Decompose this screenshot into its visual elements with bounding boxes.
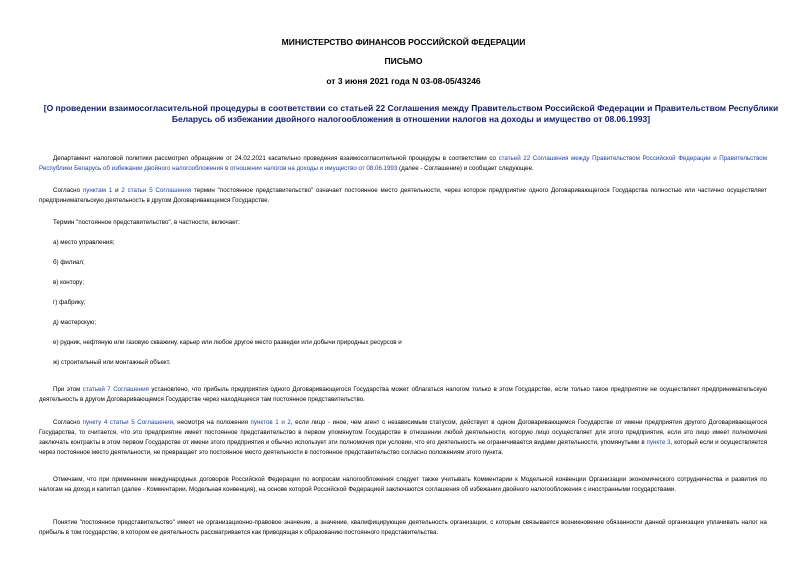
subject-agreement-link[interactable]: статьей 22 Соглашения между Правительством Российской Федерации и Правительством Республики Беларусь об избежании двойного налогообложения в отношении налогов на доходы и имущество от 08.06.1993 [171,103,779,124]
paragraph-12-point-3-link[interactable]: пункте 3 [646,439,671,446]
paragraph-12 [39,418,767,458]
doc-type-heading: ПИСЬМО [384,56,423,66]
paragraph-12-points-1-2-link[interactable]: пунктов 1 и 2 [250,419,291,426]
paragraph-11-text-a: При этом [53,386,83,393]
paragraph-2 [39,186,767,206]
paragraph-12-text-c: , если лицо - иное, чем агент с независимым статусом, действует в одном Договаривающемся Государстве от имени предприятия другого Договаривающегося Государства, то считается, что это предприятие имеет постоянное представительство в первом упомянутом Государстве в отношении любой деятельности, которую лицо осуществляет для этого предприятия, если это лицо имеет полномочия заключать контракты в этом первом Государстве от имени этого предприятия и обычно использует эти полномочия при условии, что его деятельность не ограничивается видами деятельности, упомянутыми в [39,419,767,446]
list-item-a: а) место управления; [53,239,115,246]
paragraph-3: Термин "постоянное представительство", в частности, включает: [53,219,240,226]
list-item-b: б) филиал; [53,259,85,266]
paragraph-12-text-b: , несмотря на положения [172,419,251,426]
paragraph-11-text-b: установлено, что прибыль предприятия одного Договаривающегося Государства может облагаться налогом только в этом Государстве, если только такое предприятие не осуществляет предпринимательскую деятельность в другом Договаривающемся Государстве через находящееся там постоянное представительство. [39,386,767,403]
paragraph-2-link-article-5[interactable]: 2 статьи 5 Соглашения [121,187,192,194]
paragraph-1 [39,154,767,174]
list-item-g: г) фабрику; [53,299,86,306]
paragraph-1-text-a: Департамент налоговой политики рассмотрел обращение от 24.02.2021 касательно проведения взаимосогласительной процедуры в соответствии со [53,155,499,162]
paragraph-14: Понятие "постоянное представительство" имеет не организационно-правовое значение, а значение, квалифицирующее деятельность организации, с которым связывается возникновение обязанности данной организации уплачивать налог на прибыль в том государстве, в котором ее деятельность рассматривается как приводящая к образованию постоянного представительства. [39,519,767,536]
paragraph-12-text-d: , который если и осуществляется через постоянное место деятельности, не превращает это постоянное место деятельности в постоянное представительство согласно положениям этого пункта. [39,439,767,456]
date-number-heading: от 3 июня 2021 года N 03-08-05/43246 [326,76,481,86]
paragraph-2-link-points-1[interactable]: пунктам 1 [82,187,113,194]
ministry-heading: МИНИСТЕРСТВО ФИНАНСОВ РОССИЙСКОЙ ФЕДЕРАЦИИ [281,37,526,47]
subject-suffix: ] [647,114,651,124]
paragraph-1-text-b: (далее - Соглашение) и сообщает следующее. [397,165,534,172]
paragraph-2-text-b: и [112,187,122,194]
list-item-d: д) мастерскую; [53,319,97,326]
paragraph-13: Отмечаем, что при применении международных договоров Российской Федерации по вопросам налогообложения следует также учитывать Комментарии к Модельной конвенции Организации экономического сотрудничества и развития по налогам на доход и капитал (далее - Комментарии, Модельная конвенция), на основе которой Российской Федерацией заключаются соглашения об избежании двойного налогообложения с иностранными государствами. [39,476,767,493]
paragraph-2-text-a: Согласно [53,187,83,194]
paragraph-11 [39,385,767,405]
paragraph-12-point-4-link[interactable]: пункту 4 статьи 5 Соглашения [82,419,173,426]
paragraph-11-article-7-link[interactable]: статьей 7 Соглашения [82,386,149,393]
document-subject [40,103,782,125]
list-item-v: в) контору; [53,279,85,286]
subject-prefix: [О проведении взаимосогласительной процедуры в соответствии со [43,103,341,113]
paragraph-12-text-a: Согласно [53,419,83,426]
paragraph-2-text-c: термин "постоянное представительство" означает постоянное место деятельности, через которое предприятие одного Договаривающегося Государства полностью или частично осуществляет предпринимательскую деятельность в другом Договаривающемся Государстве. [39,187,767,204]
list-item-zh: ж) строительный или монтажный объект. [53,359,171,366]
paragraph-1-agreement-link[interactable]: статьей 22 Соглашения между Правительством Российской Федерации и Правительством Республики Беларусь об избежании двойного налогообложения в отношении налогов на доходы и имущество от 08.06.1993 [39,155,767,172]
list-item-e: е) рудник, нефтяную или газовую скважину, карьер или любое другое место разведки или добычи природных ресурсов и [53,339,402,346]
